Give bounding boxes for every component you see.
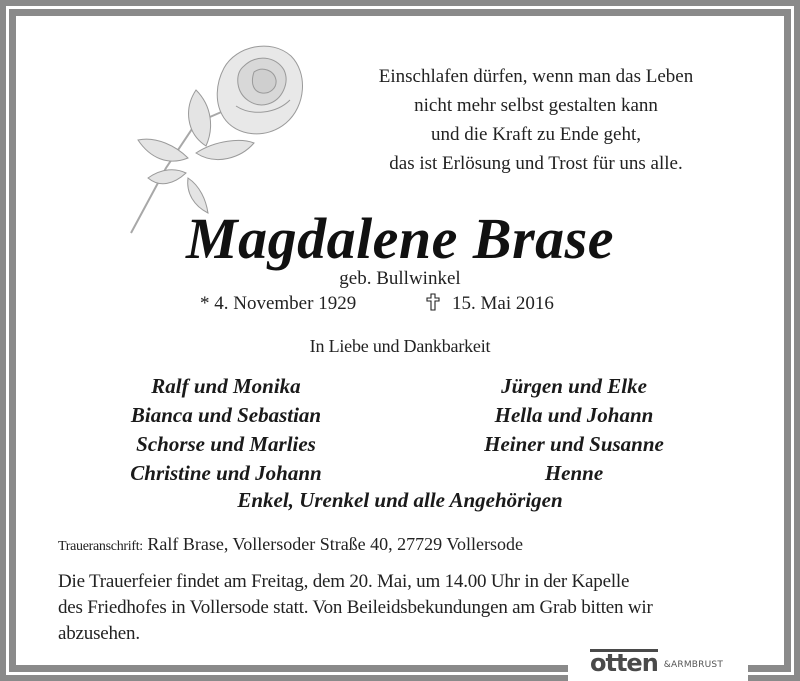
family-member: Heiner und Susanne [484, 432, 664, 456]
obituary-notice [16, 16, 784, 665]
poem-line: und die Kraft zu Ende geht, [431, 124, 641, 145]
address-label: Traueranschrift: [58, 539, 143, 554]
family-member: Christine und Johann [130, 461, 322, 485]
publisher-logo [590, 649, 724, 677]
dedication: In Liebe und Dankbarkeit [309, 336, 491, 356]
logo-sub-text: &ARMBRUST [663, 660, 724, 670]
family-member: Hella und Johann [494, 403, 654, 427]
family-list-left [116, 372, 336, 488]
family-member: Schorse und Marlies [136, 432, 316, 456]
logo-main-text: otten [590, 649, 658, 677]
deceased-name: Magdalene Brase [186, 206, 614, 271]
poem-line: das ist Erlösung und Trost für uns alle. [389, 153, 683, 174]
service-line: Die Trauerfeier findet am Freitag, dem 20. Mai, um 14.00 Uhr in der Kapelle [58, 571, 630, 592]
family-list-right [464, 372, 684, 488]
maiden-name: geb. Bullwinkel [339, 268, 461, 289]
service-line: abzusehen. [58, 623, 140, 644]
family-member: Henne [544, 461, 604, 485]
poem [316, 62, 756, 178]
funeral-service-info [58, 569, 758, 647]
birth-date: * 4. November 1929 [200, 293, 357, 314]
family-all-relatives: Enkel, Urenkel und alle Angehörigen [237, 488, 563, 512]
poem-line: Einschlafen dürfen, wenn man das Leben [378, 66, 694, 87]
family-member: Ralf und Monika [151, 374, 301, 398]
poem-line: nicht mehr selbst gestalten kann [414, 95, 658, 116]
service-line: des Friedhofes in Vollersode statt. Von Beileidsbekundungen am Grab bitten wir [58, 597, 653, 618]
family-member: Jürgen und Elke [501, 374, 647, 398]
mourning-address [58, 534, 523, 555]
family-member: Bianca und Sebastian [130, 403, 322, 427]
death-date-group [426, 293, 554, 315]
address-value: Ralf Brase, Vollersoder Straße 40, 27729 Vollersode [147, 534, 524, 554]
cross-icon [426, 293, 440, 311]
death-date: 15. Mai 2016 [452, 293, 554, 314]
